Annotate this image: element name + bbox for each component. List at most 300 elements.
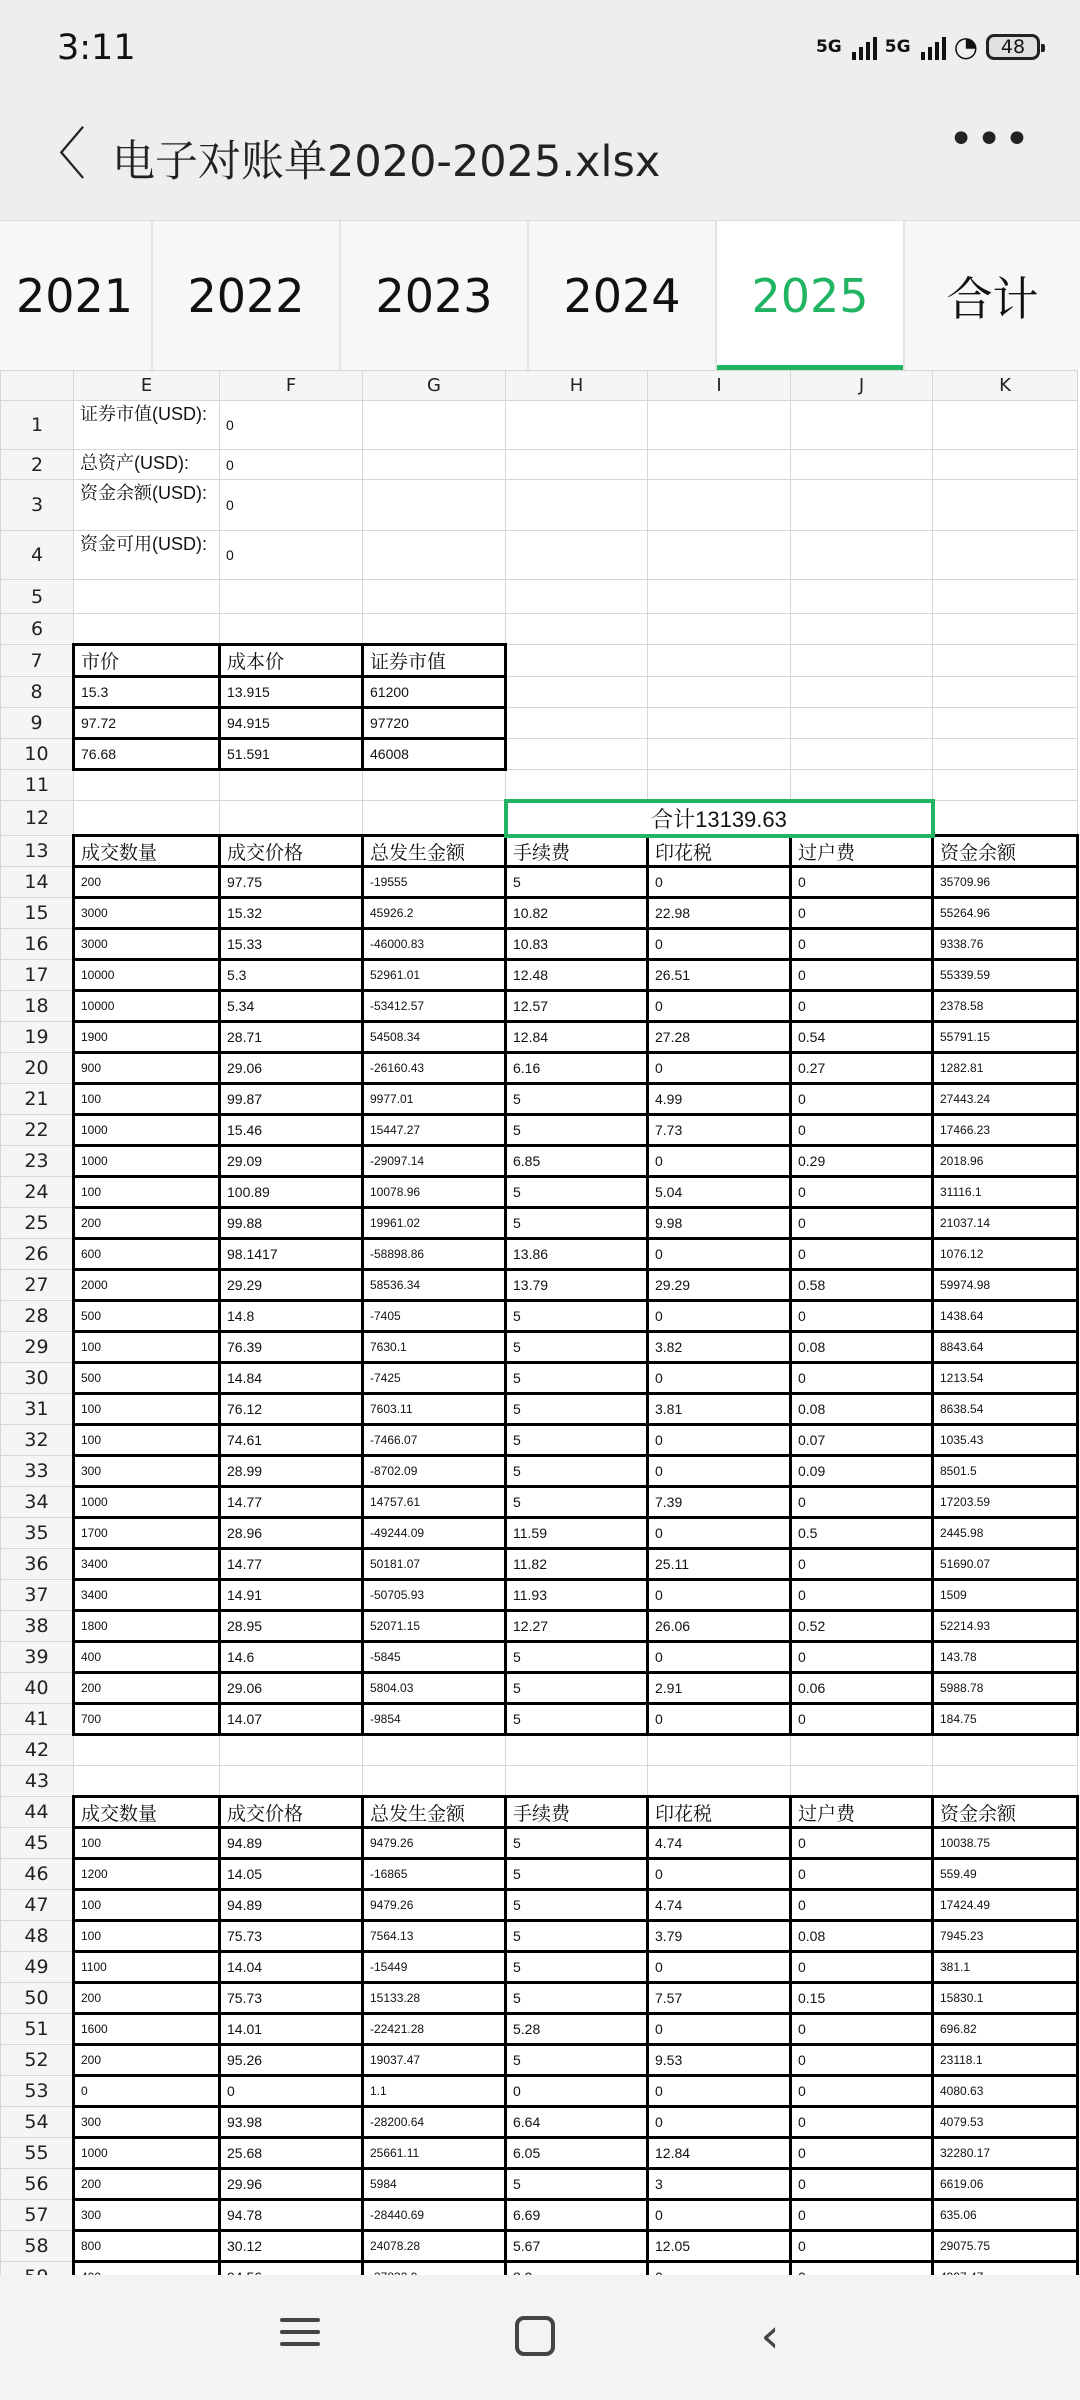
cell[interactable] [791, 1766, 933, 1797]
row-header[interactable]: 58 [1, 2231, 74, 2262]
row-header[interactable]: 21 [1, 1084, 74, 1115]
cell[interactable]: 0 [506, 2076, 648, 2107]
cell[interactable] [74, 1735, 220, 1766]
row-header[interactable]: 34 [1, 1487, 74, 1518]
cell[interactable]: 15.33 [220, 929, 363, 960]
row-header[interactable]: 13 [1, 836, 74, 867]
cell[interactable] [648, 708, 791, 739]
cell[interactable]: 14.04 [220, 1952, 363, 1983]
cell[interactable] [506, 1735, 648, 1766]
cell[interactable]: -50705.93 [363, 1580, 506, 1611]
row-header[interactable]: 6 [1, 614, 74, 645]
cell[interactable] [363, 801, 506, 836]
cell[interactable] [648, 1766, 791, 1797]
row-header[interactable]: 16 [1, 929, 74, 960]
cell[interactable]: 13.86 [506, 1239, 648, 1270]
cell[interactable]: 19037.47 [363, 2045, 506, 2076]
tab-2025[interactable]: 2025 [717, 221, 905, 371]
cell[interactable] [648, 401, 791, 450]
cell[interactable]: 5 [506, 1642, 648, 1673]
cell[interactable]: 0 [648, 1146, 791, 1177]
total-cell-selected[interactable]: 合计13139.63 [506, 801, 933, 836]
header-cell[interactable]: 手续费 [506, 1797, 648, 1828]
cell[interactable]: 0 [791, 2107, 933, 2138]
cell[interactable]: 5984 [363, 2169, 506, 2200]
cell[interactable]: 3.81 [648, 1394, 791, 1425]
cell[interactable] [791, 708, 933, 739]
row-header[interactable]: 10 [1, 739, 74, 770]
cell[interactable]: 75.73 [220, 1921, 363, 1952]
cell[interactable] [363, 480, 506, 531]
cell[interactable]: 5 [506, 1394, 648, 1425]
cell[interactable]: 0 [791, 1363, 933, 1394]
cell[interactable]: 300 [74, 2107, 220, 2138]
cell[interactable]: 0 [648, 1239, 791, 1270]
cell[interactable]: 100 [74, 1394, 220, 1425]
cell[interactable]: 1213.54 [933, 1363, 1078, 1394]
cell[interactable]: -58898.86 [363, 1239, 506, 1270]
cell[interactable]: 1282.81 [933, 1053, 1078, 1084]
cell[interactable]: -49244.09 [363, 1518, 506, 1549]
cell[interactable]: 29.29 [648, 1270, 791, 1301]
cell[interactable]: 100.89 [220, 1177, 363, 1208]
header-cell[interactable]: 手续费 [506, 836, 648, 867]
cell[interactable]: 0.27 [791, 1053, 933, 1084]
cell[interactable]: 32280.17 [933, 2138, 1078, 2169]
cell[interactable]: 5.3 [220, 960, 363, 991]
cell[interactable]: 0 [791, 2076, 933, 2107]
cell[interactable]: 10000 [74, 991, 220, 1022]
cell[interactable]: 14.07 [220, 1704, 363, 1735]
cell[interactable]: 5 [506, 1921, 648, 1952]
cell[interactable] [363, 401, 506, 450]
cell[interactable]: 5 [506, 2045, 648, 2076]
column-header-K[interactable]: K [933, 371, 1078, 401]
cell[interactable]: 0 [791, 1580, 933, 1611]
cell[interactable] [506, 480, 648, 531]
cell[interactable]: 1800 [74, 1611, 220, 1642]
cell[interactable] [791, 450, 933, 480]
cell[interactable]: 5988.78 [933, 1673, 1078, 1704]
cell[interactable]: 0 [791, 1208, 933, 1239]
cell[interactable]: 4079.53 [933, 2107, 1078, 2138]
cell[interactable]: 4080.63 [933, 2076, 1078, 2107]
cell[interactable]: 9479.26 [363, 1828, 506, 1859]
cell[interactable]: -53412.57 [363, 991, 506, 1022]
cell[interactable]: 2378.58 [933, 991, 1078, 1022]
row-header[interactable]: 22 [1, 1115, 74, 1146]
cell[interactable] [933, 614, 1078, 645]
header-cell[interactable]: 总发生金额 [363, 1797, 506, 1828]
back-button[interactable]: 〈 [30, 123, 86, 188]
cell[interactable]: 0.08 [791, 1921, 933, 1952]
cell[interactable]: 4.74 [648, 1828, 791, 1859]
cell[interactable]: 5 [506, 867, 648, 898]
cell[interactable]: 1076.12 [933, 1239, 1078, 1270]
more-menu-button[interactable]: ••• [948, 114, 1032, 165]
cell[interactable]: -22421.28 [363, 2014, 506, 2045]
cell[interactable]: 15830.1 [933, 1983, 1078, 2014]
cell[interactable]: 700 [74, 1704, 220, 1735]
cell[interactable]: 0 [648, 1425, 791, 1456]
cell[interactable]: 300 [74, 2200, 220, 2231]
cell[interactable]: 0.52 [791, 1611, 933, 1642]
cell[interactable]: 12.84 [648, 2138, 791, 2169]
cell[interactable]: 94.915 [220, 708, 363, 739]
cell[interactable]: 94.89 [220, 1828, 363, 1859]
cell[interactable]: 3 [648, 2169, 791, 2200]
cell[interactable]: 28.96 [220, 1518, 363, 1549]
row-header[interactable]: 29 [1, 1332, 74, 1363]
cell[interactable]: 1200 [74, 1859, 220, 1890]
cell[interactable]: 1700 [74, 1518, 220, 1549]
row-header[interactable]: 57 [1, 2200, 74, 2231]
row-header[interactable]: 38 [1, 1611, 74, 1642]
cell[interactable]: 75.73 [220, 1983, 363, 2014]
cell[interactable]: 5 [506, 1425, 648, 1456]
cell[interactable]: 93.98 [220, 2107, 363, 2138]
cell[interactable]: 0 [791, 1301, 933, 1332]
cell[interactable]: 5804.03 [363, 1673, 506, 1704]
cell[interactable]: -8702.09 [363, 1456, 506, 1487]
tab-2021[interactable]: 2021 [0, 221, 153, 371]
header-cell[interactable]: 印花税 [648, 1797, 791, 1828]
cell[interactable]: 12.48 [506, 960, 648, 991]
corner-cell[interactable] [1, 371, 74, 401]
cell[interactable]: 76.39 [220, 1332, 363, 1363]
cell[interactable] [220, 614, 363, 645]
cell[interactable]: 200 [74, 867, 220, 898]
row-header[interactable]: 35 [1, 1518, 74, 1549]
cell[interactable]: 5 [506, 1890, 648, 1921]
cell[interactable]: 12.57 [506, 991, 648, 1022]
cell[interactable]: 0 [791, 2200, 933, 2231]
cell[interactable] [648, 450, 791, 480]
cell[interactable]: 29.96 [220, 2169, 363, 2200]
cell[interactable] [648, 677, 791, 708]
cell[interactable]: 14.77 [220, 1487, 363, 1518]
cell[interactable]: 2000 [74, 1270, 220, 1301]
cell[interactable]: 9.98 [648, 1208, 791, 1239]
cell[interactable]: 76.68 [74, 739, 220, 770]
cell[interactable]: 0 [791, 898, 933, 929]
cell[interactable] [220, 770, 363, 801]
row-header[interactable]: 46 [1, 1859, 74, 1890]
cell[interactable]: 200 [74, 1673, 220, 1704]
cell[interactable]: 10038.75 [933, 1828, 1078, 1859]
row-header[interactable]: 48 [1, 1921, 74, 1952]
cell[interactable]: -16865 [363, 1859, 506, 1890]
cell[interactable] [74, 770, 220, 801]
cell[interactable]: 21037.14 [933, 1208, 1078, 1239]
cell[interactable] [933, 531, 1078, 580]
cell[interactable]: 5 [506, 1456, 648, 1487]
cell[interactable]: 6.05 [506, 2138, 648, 2169]
cell[interactable]: 200 [74, 1983, 220, 2014]
cell[interactable]: 30.12 [220, 2231, 363, 2262]
header-cell[interactable] [506, 645, 648, 677]
cell[interactable]: 5 [506, 1828, 648, 1859]
row-header[interactable]: 52 [1, 2045, 74, 2076]
cell[interactable] [933, 580, 1078, 614]
cell[interactable]: 100 [74, 1890, 220, 1921]
cell[interactable]: 52071.15 [363, 1611, 506, 1642]
cell[interactable]: 74.61 [220, 1425, 363, 1456]
row-header[interactable]: 4 [1, 531, 74, 580]
cell[interactable]: 5 [506, 1952, 648, 1983]
cell[interactable]: 5 [506, 1115, 648, 1146]
header-cell[interactable]: 成交价格 [220, 836, 363, 867]
system-back-icon[interactable]: ‹ [760, 2308, 780, 2364]
cell[interactable]: 99.88 [220, 1208, 363, 1239]
cell[interactable]: 97.72 [74, 708, 220, 739]
cell[interactable] [791, 401, 933, 450]
row-header[interactable]: 7 [1, 645, 74, 677]
cell[interactable]: 2018.96 [933, 1146, 1078, 1177]
cell[interactable]: 证券市值(USD): [74, 401, 220, 450]
cell[interactable]: 0 [791, 1239, 933, 1270]
cell[interactable]: 27443.24 [933, 1084, 1078, 1115]
cell[interactable]: 28.99 [220, 1456, 363, 1487]
row-header[interactable]: 53 [1, 2076, 74, 2107]
cell[interactable]: 0 [791, 1828, 933, 1859]
header-cell[interactable]: 成交数量 [74, 1797, 220, 1828]
row-header[interactable]: 28 [1, 1301, 74, 1332]
cell[interactable]: 15133.28 [363, 1983, 506, 2014]
cell[interactable] [933, 708, 1078, 739]
cell[interactable] [791, 739, 933, 770]
cell[interactable]: 总资产(USD): [74, 450, 220, 480]
cell[interactable]: 7.39 [648, 1487, 791, 1518]
cell[interactable]: 1509 [933, 1580, 1078, 1611]
header-cell[interactable]: 证券市值 [363, 645, 506, 677]
cell[interactable]: 17466.23 [933, 1115, 1078, 1146]
cell[interactable]: 5 [506, 1332, 648, 1363]
cell[interactable]: 5.28 [506, 2014, 648, 2045]
cell[interactable]: 28.71 [220, 1022, 363, 1053]
row-header[interactable]: 9 [1, 708, 74, 739]
cell[interactable]: 0 [648, 929, 791, 960]
cell[interactable]: 0 [791, 2138, 933, 2169]
cell[interactable]: 696.82 [933, 2014, 1078, 2045]
cell[interactable]: 54508.34 [363, 1022, 506, 1053]
cell[interactable]: 100 [74, 1425, 220, 1456]
cell[interactable]: 0 [791, 2231, 933, 2262]
header-cell[interactable]: 印花税 [648, 836, 791, 867]
cell[interactable]: 1000 [74, 1115, 220, 1146]
row-header[interactable]: 31 [1, 1394, 74, 1425]
cell[interactable] [791, 480, 933, 531]
row-header[interactable]: 49 [1, 1952, 74, 1983]
cell[interactable]: 29.06 [220, 1673, 363, 1704]
tab-total[interactable]: 合计 [946, 272, 1039, 326]
header-cell[interactable] [791, 645, 933, 677]
cell[interactable] [648, 531, 791, 580]
cell[interactable]: 0 [791, 960, 933, 991]
cell[interactable]: 6619.06 [933, 2169, 1078, 2200]
cell[interactable]: 0.08 [791, 1394, 933, 1425]
cell[interactable] [74, 1766, 220, 1797]
cell[interactable]: 98.1417 [220, 1239, 363, 1270]
cell[interactable]: 0 [648, 1642, 791, 1673]
cell[interactable]: 10078.96 [363, 1177, 506, 1208]
cell[interactable]: 6.69 [506, 2200, 648, 2231]
cell[interactable]: 14.6 [220, 1642, 363, 1673]
cell[interactable]: 143.78 [933, 1642, 1078, 1673]
cell[interactable]: 0 [648, 1859, 791, 1890]
row-header[interactable]: 37 [1, 1580, 74, 1611]
row-header[interactable]: 33 [1, 1456, 74, 1487]
cell[interactable]: -29097.14 [363, 1146, 506, 1177]
column-header-J[interactable]: J [791, 371, 933, 401]
cell[interactable]: 0 [791, 1859, 933, 1890]
cell[interactable]: 0 [791, 1177, 933, 1208]
cell[interactable] [791, 614, 933, 645]
cell[interactable]: 100 [74, 1921, 220, 1952]
cell[interactable]: 184.75 [933, 1704, 1078, 1735]
cell[interactable]: 3.82 [648, 1332, 791, 1363]
cell[interactable]: 14.05 [220, 1859, 363, 1890]
cell[interactable]: 0 [220, 450, 363, 480]
cell[interactable]: 0 [220, 2076, 363, 2107]
cell[interactable]: 0.09 [791, 1456, 933, 1487]
cell[interactable] [933, 401, 1078, 450]
row-header[interactable]: 20 [1, 1053, 74, 1084]
cell[interactable]: 29.06 [220, 1053, 363, 1084]
cell[interactable]: 10.83 [506, 929, 648, 960]
cell[interactable]: 600 [74, 1239, 220, 1270]
cell[interactable]: 1438.64 [933, 1301, 1078, 1332]
cell[interactable] [648, 1735, 791, 1766]
cell[interactable]: 0.29 [791, 1146, 933, 1177]
cell[interactable]: 9338.76 [933, 929, 1078, 960]
row-header[interactable]: 2 [1, 450, 74, 480]
row-header[interactable]: 42 [1, 1735, 74, 1766]
cell[interactable]: 5 [506, 1704, 648, 1735]
cell[interactable]: 25.11 [648, 1549, 791, 1580]
cell[interactable]: 0.15 [791, 1983, 933, 2014]
cell[interactable] [506, 677, 648, 708]
cell[interactable]: 0 [648, 1952, 791, 1983]
cell[interactable] [506, 708, 648, 739]
cell[interactable]: 94.78 [220, 2200, 363, 2231]
cell[interactable] [933, 801, 1078, 836]
cell[interactable]: 12.84 [506, 1022, 648, 1053]
cell[interactable] [220, 580, 363, 614]
row-header[interactable]: 11 [1, 770, 74, 801]
cell[interactable]: 7945.23 [933, 1921, 1078, 1952]
cell[interactable]: 14.8 [220, 1301, 363, 1332]
cell[interactable]: 4.74 [648, 1890, 791, 1921]
cell[interactable]: -7425 [363, 1363, 506, 1394]
row-header[interactable]: 12 [1, 801, 74, 836]
cell[interactable]: 24078.28 [363, 2231, 506, 2262]
cell[interactable]: 1600 [74, 2014, 220, 2045]
cell[interactable] [506, 739, 648, 770]
cell[interactable]: 500 [74, 1363, 220, 1394]
cell[interactable]: 28.95 [220, 1611, 363, 1642]
cell[interactable] [220, 801, 363, 836]
cell[interactable]: 7603.11 [363, 1394, 506, 1425]
cell[interactable]: 0.06 [791, 1673, 933, 1704]
cell[interactable]: 13.79 [506, 1270, 648, 1301]
cell[interactable]: 0 [791, 929, 933, 960]
tab-2023[interactable]: 2023 [341, 221, 529, 371]
cell[interactable]: 8843.64 [933, 1332, 1078, 1363]
cell[interactable]: 0 [648, 867, 791, 898]
row-header[interactable]: 55 [1, 2138, 74, 2169]
cell[interactable]: 0 [648, 1704, 791, 1735]
cell[interactable] [363, 614, 506, 645]
cell[interactable]: -7405 [363, 1301, 506, 1332]
cell[interactable]: 0 [648, 2200, 791, 2231]
cell[interactable]: 6.16 [506, 1053, 648, 1084]
cell[interactable] [933, 480, 1078, 531]
header-cell[interactable]: 过户费 [791, 1797, 933, 1828]
cell[interactable]: 61200 [363, 677, 506, 708]
row-header[interactable]: 19 [1, 1022, 74, 1053]
cell[interactable] [933, 770, 1078, 801]
header-cell[interactable]: 成交价格 [220, 1797, 363, 1828]
cell[interactable]: -15449 [363, 1952, 506, 1983]
spreadsheet-grid[interactable] [0, 370, 1080, 2275]
cell[interactable]: 5 [506, 1363, 648, 1394]
cell[interactable]: 8501.5 [933, 1456, 1078, 1487]
cell[interactable]: 4.99 [648, 1084, 791, 1115]
cell[interactable]: 55791.15 [933, 1022, 1078, 1053]
cell[interactable]: 100 [74, 1332, 220, 1363]
row-header[interactable]: 27 [1, 1270, 74, 1301]
cell[interactable]: -26160.43 [363, 1053, 506, 1084]
row-header[interactable]: 39 [1, 1642, 74, 1673]
row-header[interactable]: 24 [1, 1177, 74, 1208]
cell[interactable]: 500 [74, 1301, 220, 1332]
row-header[interactable]: 47 [1, 1890, 74, 1921]
cell[interactable] [506, 1766, 648, 1797]
cell[interactable]: 31116.1 [933, 1177, 1078, 1208]
cell[interactable]: -9854 [363, 1704, 506, 1735]
row-header[interactable]: 50 [1, 1983, 74, 2014]
cell[interactable]: 1035.43 [933, 1425, 1078, 1456]
cell[interactable]: 0 [648, 2107, 791, 2138]
cell[interactable]: 资金可用(USD): [74, 531, 220, 580]
cell[interactable]: 13.915 [220, 677, 363, 708]
header-cell[interactable] [648, 645, 791, 677]
cell[interactable] [648, 480, 791, 531]
cell[interactable]: 0 [648, 2076, 791, 2107]
header-cell[interactable]: 成交数量 [74, 836, 220, 867]
cell[interactable]: 26.06 [648, 1611, 791, 1642]
header-cell[interactable]: 过户费 [791, 836, 933, 867]
cell[interactable]: 1.1 [363, 2076, 506, 2107]
cell[interactable]: 1100 [74, 1952, 220, 1983]
row-header[interactable]: 17 [1, 960, 74, 991]
cell[interactable]: -28200.64 [363, 2107, 506, 2138]
cell[interactable]: 6.85 [506, 1146, 648, 1177]
cell[interactable]: 5 [506, 1673, 648, 1704]
cell[interactable] [648, 614, 791, 645]
cell[interactable]: 1000 [74, 1146, 220, 1177]
cell[interactable]: 300 [74, 1456, 220, 1487]
cell[interactable]: 94.89 [220, 1890, 363, 1921]
cell[interactable]: 0.07 [791, 1425, 933, 1456]
row-header[interactable]: 5 [1, 580, 74, 614]
row-header[interactable]: 41 [1, 1704, 74, 1735]
cell[interactable]: 52214.93 [933, 1611, 1078, 1642]
cell[interactable]: 5.04 [648, 1177, 791, 1208]
row-header[interactable]: 15 [1, 898, 74, 929]
cell[interactable]: -19555 [363, 867, 506, 898]
